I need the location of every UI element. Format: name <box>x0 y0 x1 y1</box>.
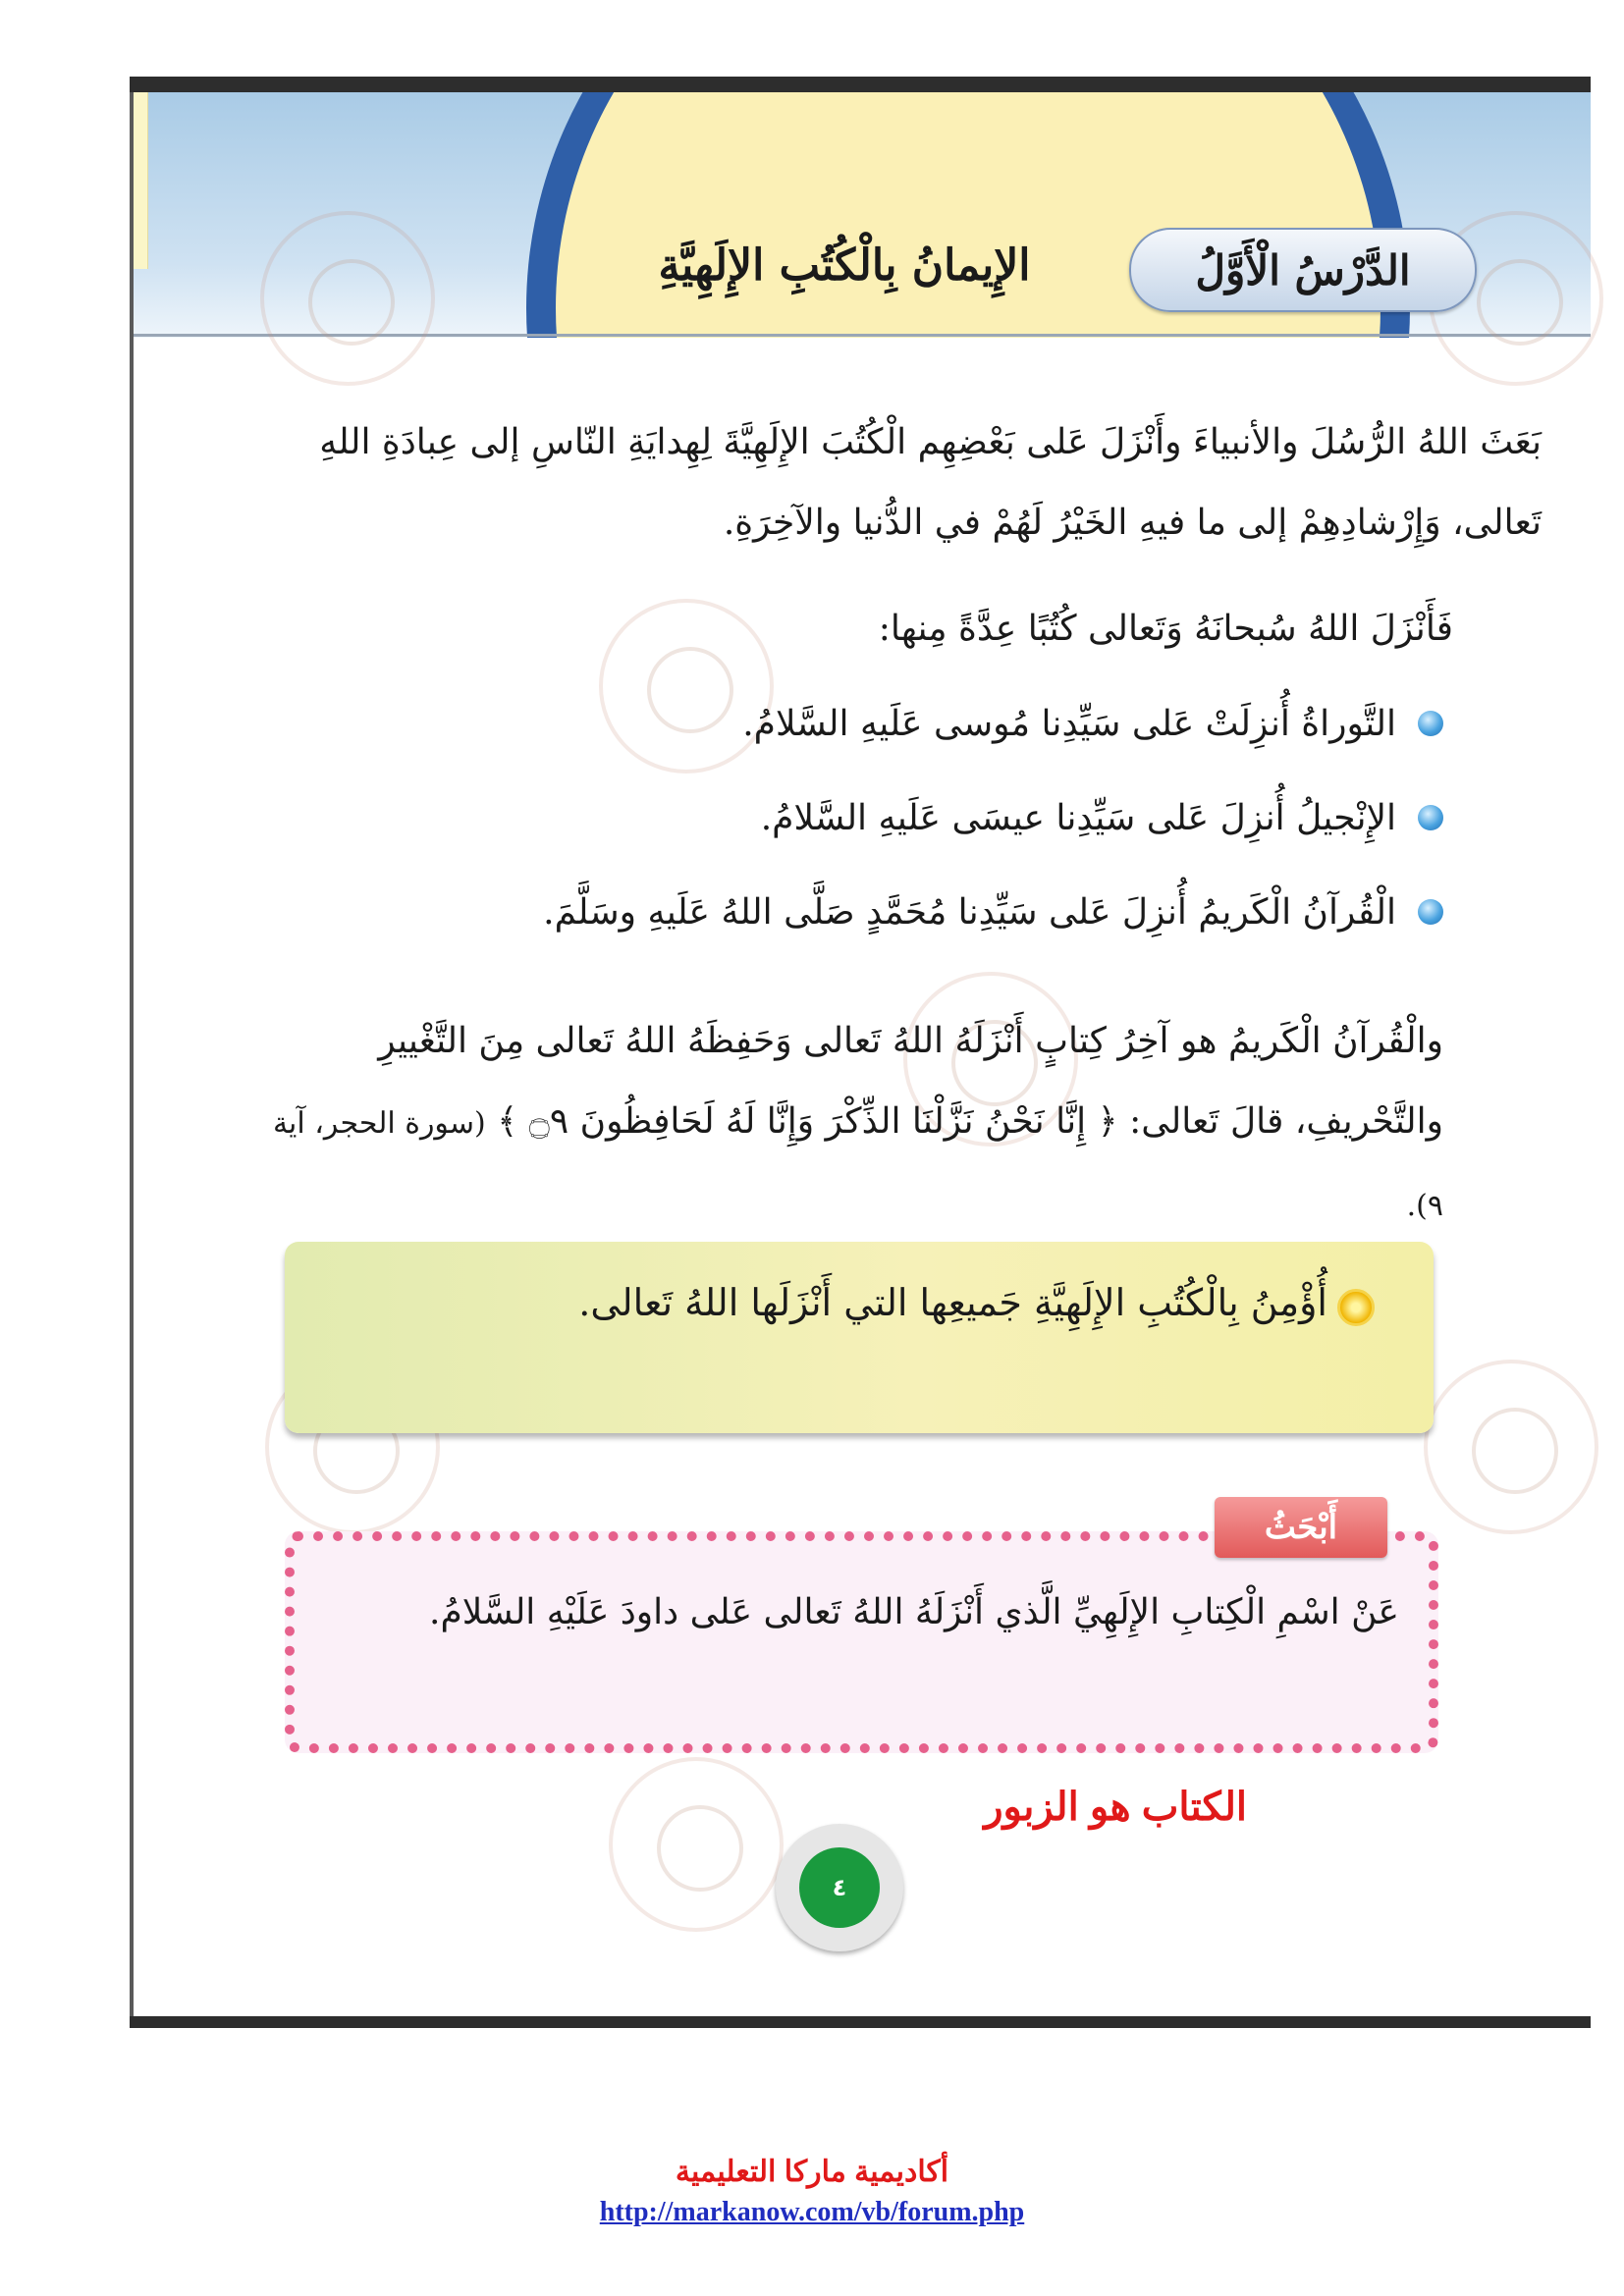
list-item <box>295 866 1443 960</box>
list-item-text: التَّوراةُ أُنزِلَتْ عَلى سَيِّدِنا مُوسى عَلَيهِ السَّلامُ. <box>742 704 1396 744</box>
list-item-text: الْقُرآنُ الْكَريمُ أُنزِلَ عَلى سَيِّدِنا مُحَمَّدٍ صَلَّى اللهُ عَلَيهِ وسَلَّمَ. <box>543 892 1396 933</box>
watermark-seal-icon <box>1424 1360 1598 1534</box>
belief-box <box>285 1242 1434 1433</box>
intro-paragraph: بَعَثَ اللهُ الرُّسُلَ والأنبياءَ وأَنْزَلَ عَلى بَعْضِهِم الْكُتُبَ الإِلَهِيَّةَ لِهِدايَةِ النّاسِ إلى عِبادَةِ اللهِ تَعالى، وَإِرْشادِهِمْ إلى ما فيهِ الخَيْرُ لَهُمْ في الدُّنيا والآخِرَةِ. <box>319 422 1542 543</box>
lesson-number-tab <box>1129 228 1477 312</box>
research-tab <box>1215 1497 1387 1558</box>
top-border-bar <box>130 77 1591 92</box>
sun-icon <box>1337 1289 1375 1326</box>
page-number: ٤ <box>799 1847 880 1928</box>
lesson-number-label: الدَّرْسُ الْأَوَّلُ <box>1195 245 1411 294</box>
footer-academy-name: أكاديمية ماركا التعليمية <box>675 2156 949 2188</box>
bullet-icon <box>1418 899 1443 925</box>
footer-link[interactable]: http://markanow.com/vb/forum.php <box>599 2197 1025 2227</box>
lesson-title: الإِيمانُ بِالْكُتُبِ الإِلَهِيَّةِ <box>658 240 1031 291</box>
quran-paragraph-text: والْقُرآنُ الْكَريمُ هو آخِرُ كِتابٍ أَنْزَلَهُ اللهُ تَعالى وَحَفِظَهُ اللهُ تَعالى مِنَ التَّغْييرِ والتَّحْريفِ، قالَ تَعالى: ﴿ إِنَّا نَحْنُ نَزَّلْنَا الذِّكْرَ وَإِنَّا لَهُ لَحَافِظُونَ ۝٩ ﴾ <box>378 1021 1443 1142</box>
handwritten-answer: الكتاب هو الزبور <box>984 1786 1247 1829</box>
quran-paragraph <box>265 1001 1443 1247</box>
bullet-icon <box>1418 711 1443 736</box>
list-item <box>295 772 1443 866</box>
page-number-badge <box>776 1824 903 1951</box>
belief-text: أُؤْمِنُ بِالْكُتُبِ الإِلَهِيَّةِ جَميعِها التي أَنْزَلَها اللهُ تَعالى. <box>578 1281 1327 1324</box>
books-intro-paragraph: فَأَنْزَلَ اللهُ سُبحانَهُ وَتَعالى كُتُبًا عِدَّةً مِنها: <box>878 609 1453 649</box>
watermark-seal-icon <box>609 1757 784 1932</box>
books-list <box>295 677 1443 960</box>
research-question: عَنْ اسْمِ الْكِتابِ الإِلَهِيِّ الَّذي أَنْزَلَهُ اللهُ تَعالى عَلى داودَ عَلَيْهِ السَّلامُ. <box>429 1592 1399 1632</box>
ayah-reference: (سورة الحجر، آية ٩). <box>272 1106 1443 1223</box>
list-item-text: الإِنْجيلُ أُنزِلَ عَلى سَيِّدِنا عيسَى عَلَيهِ السَّلامُ. <box>760 798 1396 838</box>
left-edge-line <box>130 92 134 2016</box>
bottom-border-bar <box>130 2016 1591 2028</box>
left-color-strip <box>134 92 148 269</box>
research-tab-label: أَبْحَثُ <box>1264 1508 1338 1547</box>
research-box <box>285 1531 1438 1753</box>
belief-statement <box>578 1281 1375 1324</box>
watermark-seal-icon <box>260 211 435 386</box>
list-item <box>295 677 1443 772</box>
bullet-icon <box>1418 805 1443 830</box>
